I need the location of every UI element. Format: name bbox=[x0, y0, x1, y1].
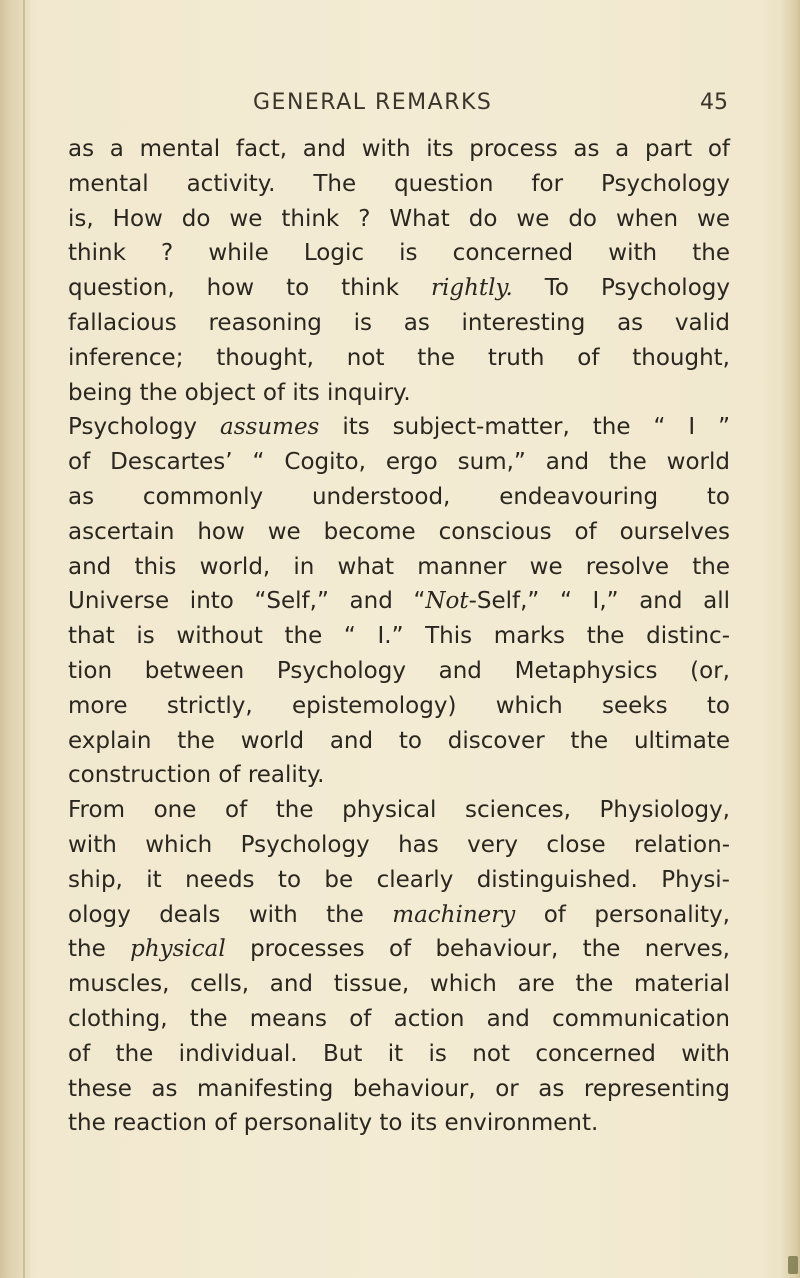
text-segment: muscles, cells, and tissue, which are the material bbox=[68, 971, 730, 998]
text-line bbox=[68, 341, 730, 376]
text-line bbox=[68, 793, 730, 828]
text-segment: think ? while Logic is concerned with the bbox=[68, 240, 730, 267]
text-segment: inference; thought, not the truth of thought, bbox=[68, 344, 730, 371]
page-header bbox=[68, 90, 728, 126]
text-line bbox=[68, 236, 730, 271]
text-line bbox=[68, 480, 730, 515]
text-line bbox=[68, 724, 730, 759]
text-line bbox=[68, 828, 730, 863]
body-text bbox=[68, 132, 730, 1141]
text-line bbox=[68, 1106, 730, 1141]
text-segment: more strictly, epistemology) which seeks to bbox=[68, 692, 730, 719]
text-segment: and this world, in what manner we resolve the bbox=[68, 553, 730, 580]
text-segment: Psychology bbox=[68, 414, 220, 441]
text-segment: the reaction of personality to its environment. bbox=[68, 1110, 599, 1137]
text-line bbox=[68, 898, 730, 933]
text-line bbox=[68, 758, 730, 793]
text-segment: being the object of its inquiry. bbox=[68, 379, 411, 406]
text-line bbox=[68, 1072, 730, 1107]
binding-gutter-left bbox=[0, 0, 30, 1278]
text-segment: From one of the physical sciences, Physiology, bbox=[68, 797, 730, 824]
page-edge-right bbox=[778, 0, 800, 1278]
text-segment: -Self,” “ I,” and all bbox=[468, 588, 730, 615]
text-line bbox=[68, 550, 730, 585]
text-line bbox=[68, 410, 730, 445]
text-segment: as a mental fact, and with its process as a part of bbox=[68, 136, 730, 162]
text-line bbox=[68, 932, 730, 967]
text-segment: processes of behaviour, the nerves, bbox=[225, 936, 730, 963]
text-line bbox=[68, 689, 730, 724]
text-segment: of personality, bbox=[515, 901, 730, 928]
text-segment: Universe into “Self,” and “ bbox=[68, 588, 426, 615]
text-segment: question, how to think bbox=[68, 275, 432, 302]
text-line bbox=[68, 515, 730, 550]
text-line bbox=[68, 1002, 730, 1037]
text-segment: tion between Psychology and Metaphysics (or, bbox=[68, 657, 730, 684]
text-line bbox=[68, 967, 730, 1002]
italic-text: rightly. bbox=[431, 275, 513, 302]
page-corner-mark bbox=[788, 1256, 798, 1274]
text-line bbox=[68, 306, 730, 341]
text-segment: of the individual. But it is not concerned with bbox=[68, 1040, 730, 1067]
text-segment: of Descartes’ “ Cogito, ergo sum,” and the world bbox=[68, 449, 730, 476]
text-line bbox=[68, 619, 730, 654]
text-line bbox=[68, 167, 730, 202]
text-segment: fallacious reasoning is as interesting as valid bbox=[68, 309, 730, 336]
binding-edge-line bbox=[23, 0, 25, 1278]
italic-text: machinery bbox=[392, 901, 516, 928]
text-line bbox=[68, 132, 730, 167]
text-segment: explain the world and to discover the ultimate bbox=[68, 727, 730, 754]
text-segment: ascertain how we become conscious of ourselves bbox=[68, 518, 730, 545]
text-line bbox=[68, 654, 730, 689]
italic-text: assumes bbox=[220, 414, 320, 441]
text-segment: ship, it needs to be clearly distinguished. Physi- bbox=[68, 866, 730, 893]
text-line bbox=[68, 202, 730, 237]
text-segment: mental activity. The question for Psychology bbox=[68, 170, 730, 197]
text-segment: the bbox=[68, 936, 131, 963]
text-segment: that is without the “ I.” This marks the distinc- bbox=[68, 623, 730, 650]
text-segment: is, How do we think ? What do we do when we bbox=[68, 205, 730, 232]
text-segment: construction of reality. bbox=[68, 762, 325, 789]
text-segment: clothing, the means of action and communication bbox=[68, 1005, 730, 1032]
italic-text: Not bbox=[425, 588, 469, 615]
text-line bbox=[68, 863, 730, 898]
text-segment: these as manifesting behaviour, or as representing bbox=[68, 1075, 730, 1102]
page-number: 45 bbox=[700, 90, 728, 115]
text-segment: with which Psychology has very close relation- bbox=[68, 831, 730, 858]
italic-text: physical bbox=[130, 936, 226, 963]
text-segment: ology deals with the bbox=[68, 901, 393, 928]
text-line bbox=[68, 271, 730, 306]
text-segment: as commonly understood, endeavouring to bbox=[68, 483, 730, 510]
text-segment: its subject-matter, the “ I ” bbox=[319, 414, 731, 441]
running-head: GENERAL REMARKS bbox=[253, 90, 493, 115]
text-line bbox=[68, 1037, 730, 1072]
text-line bbox=[68, 584, 730, 619]
text-segment: To Psychology bbox=[512, 275, 730, 302]
text-line bbox=[68, 376, 730, 411]
text-line bbox=[68, 445, 730, 480]
